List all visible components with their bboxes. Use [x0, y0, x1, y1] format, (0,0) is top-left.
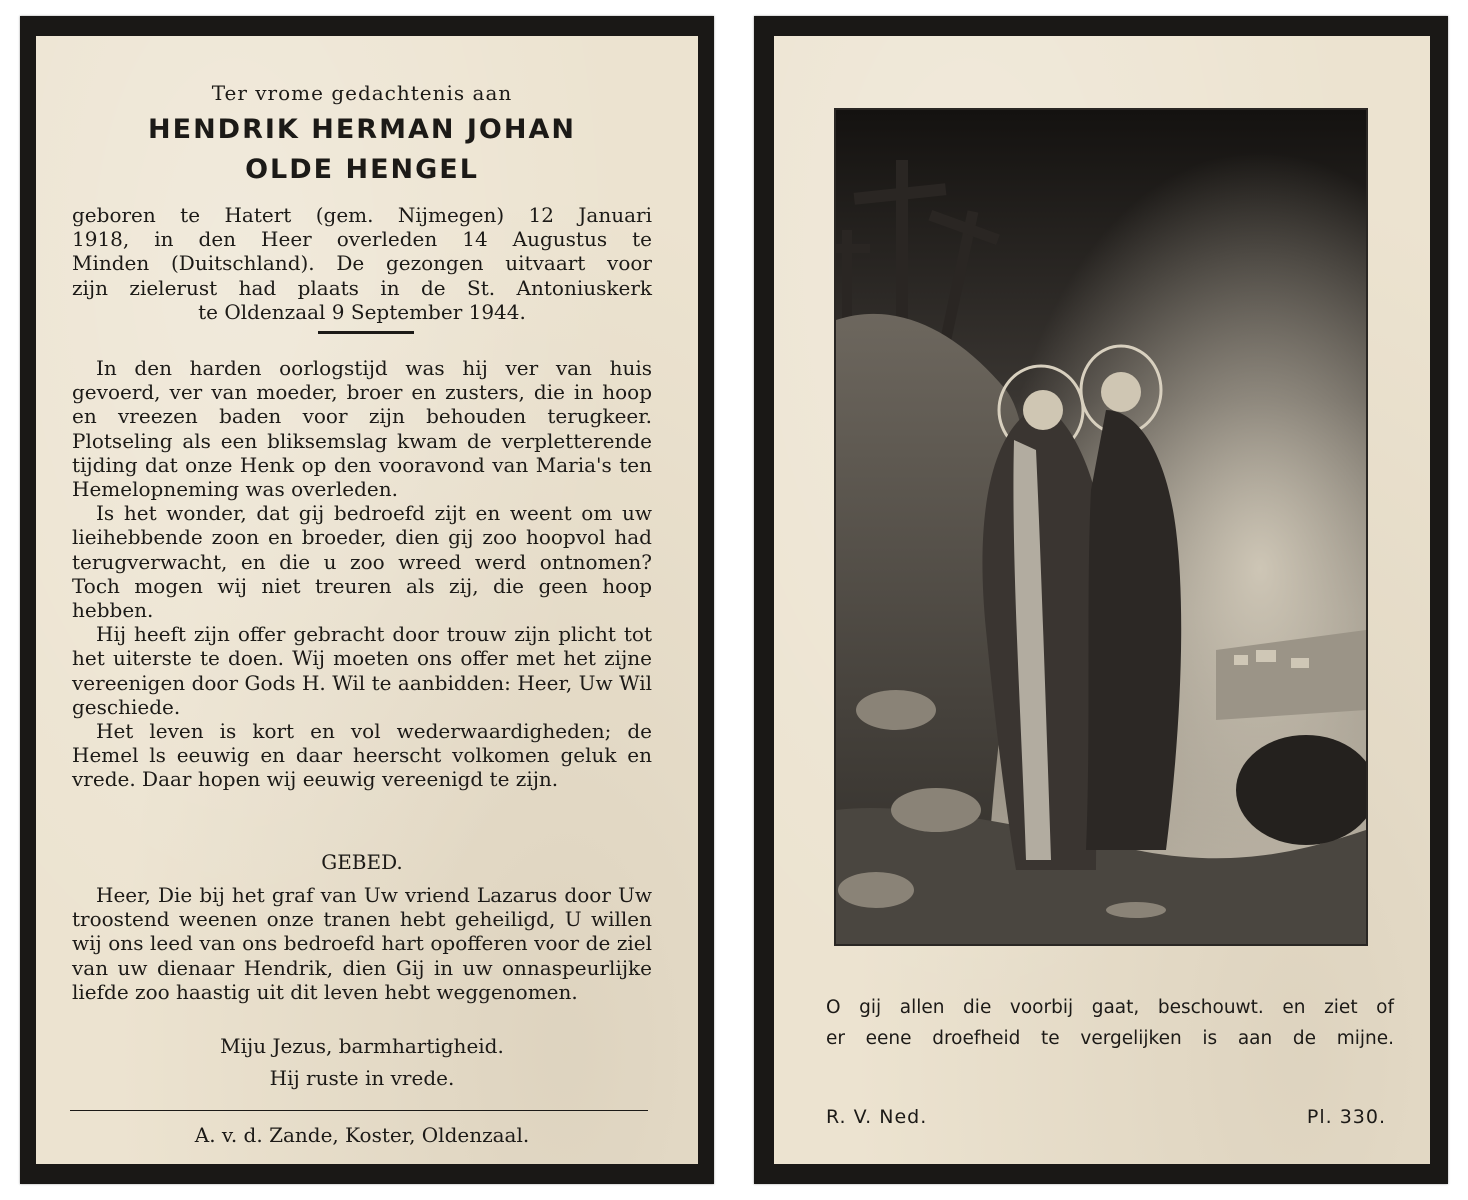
ejaculation: Miju Jezus, barmhartigheid. — [220, 1034, 504, 1058]
long-divider — [70, 1110, 648, 1111]
bio-line: te Oldenzaal 9 September 1944. — [198, 299, 526, 324]
rest-in-peace: Hij ruste in vrede. — [269, 1066, 455, 1090]
plate-number: Pl. 330. — [1306, 1106, 1386, 1128]
prayer-title: GEBED. — [321, 850, 403, 874]
devotional-illustration — [834, 108, 1368, 946]
paragraph: In den harden oorlogstijd was hij ver van huis gevoerd, ver van moeder, broer en zusters, die in hoop en vreezen baden voor zijn behouden terugkeer. Plotseling als een bliksemslag kwam de verpletterende tijding dat onze Henk op den vooravond van Maria's ten Hemelopneming was overleden. — [72, 356, 652, 502]
name-line-2: OLDE HENGEL — [245, 154, 479, 185]
publisher: R. V. Ned. — [826, 1106, 928, 1128]
bio-line: geboren te Hatert (gem. Nijmegen) 12 Januari — [72, 203, 652, 227]
card-paper — [36, 36, 698, 1164]
bio-line: 1918, in den Heer overleden 14 Augustus te — [72, 227, 652, 252]
short-divider — [318, 331, 414, 334]
bio-block — [72, 203, 652, 324]
caption-line-1: O gij allen die voorbij gaat, beschouwt. en ziet of — [826, 997, 1394, 1018]
name-line-1: HENDRIK HERMAN JOHAN — [148, 114, 576, 145]
memorial-card-text — [20, 16, 714, 1184]
intro-line: Ter vrome gedachtenis aan — [211, 81, 513, 105]
prayer-text: Heer, Die bij het graf van Uw vriend Lazarus door Uw troostend weenen onze tranen hebt geheiligd, U willen wij ons leed van ons bedroefd hart opofferen voor de ziel van uw dienaar Hendrik, dien Gij in uw onnaspeurlijke liefde zoo haastig uit dit leven hebt weggenomen. — [72, 883, 652, 1004]
paragraph: Is het wonder, dat gij bedroefd zijt en weent om uw lieihebbende zoon en broeder, dien gij zoo hoopvol had terugverwacht, en die u zoo wreed werd ontnomen? Toch mogen wij niet treuren als zij, die geen hoop hebben. — [72, 501, 652, 623]
memorial-card-image — [754, 16, 1448, 1184]
body-text — [72, 356, 652, 792]
caption-line-2: er eene droefheid te vergelijken is aan de mijne. — [826, 1028, 1394, 1049]
bio-line: zijn zielerust had plaats in de St. Antoniuskerk — [72, 275, 652, 300]
card-paper — [774, 36, 1430, 1164]
bio-line: Minden (Duitschland). De gezongen uitvaart voor — [72, 251, 652, 276]
paragraph: Het leven is kort en vol wederwaardigheden; de Hemel ls eeuwig en daar heerscht volkomen geluk en vrede. Daar hopen wij eeuwig vereenigd te zijn. — [72, 719, 652, 792]
printer-line: A. v. d. Zande, Koster, Oldenzaal. — [194, 1123, 530, 1147]
paragraph: Hij heeft zijn offer gebracht door trouw zijn plicht tot het uiterste te doen. Wij moeten ons offer met het zijne vereenigen door Gods H. Wil te aanbidden: Heer, Uw Wil geschiede. — [72, 622, 652, 719]
